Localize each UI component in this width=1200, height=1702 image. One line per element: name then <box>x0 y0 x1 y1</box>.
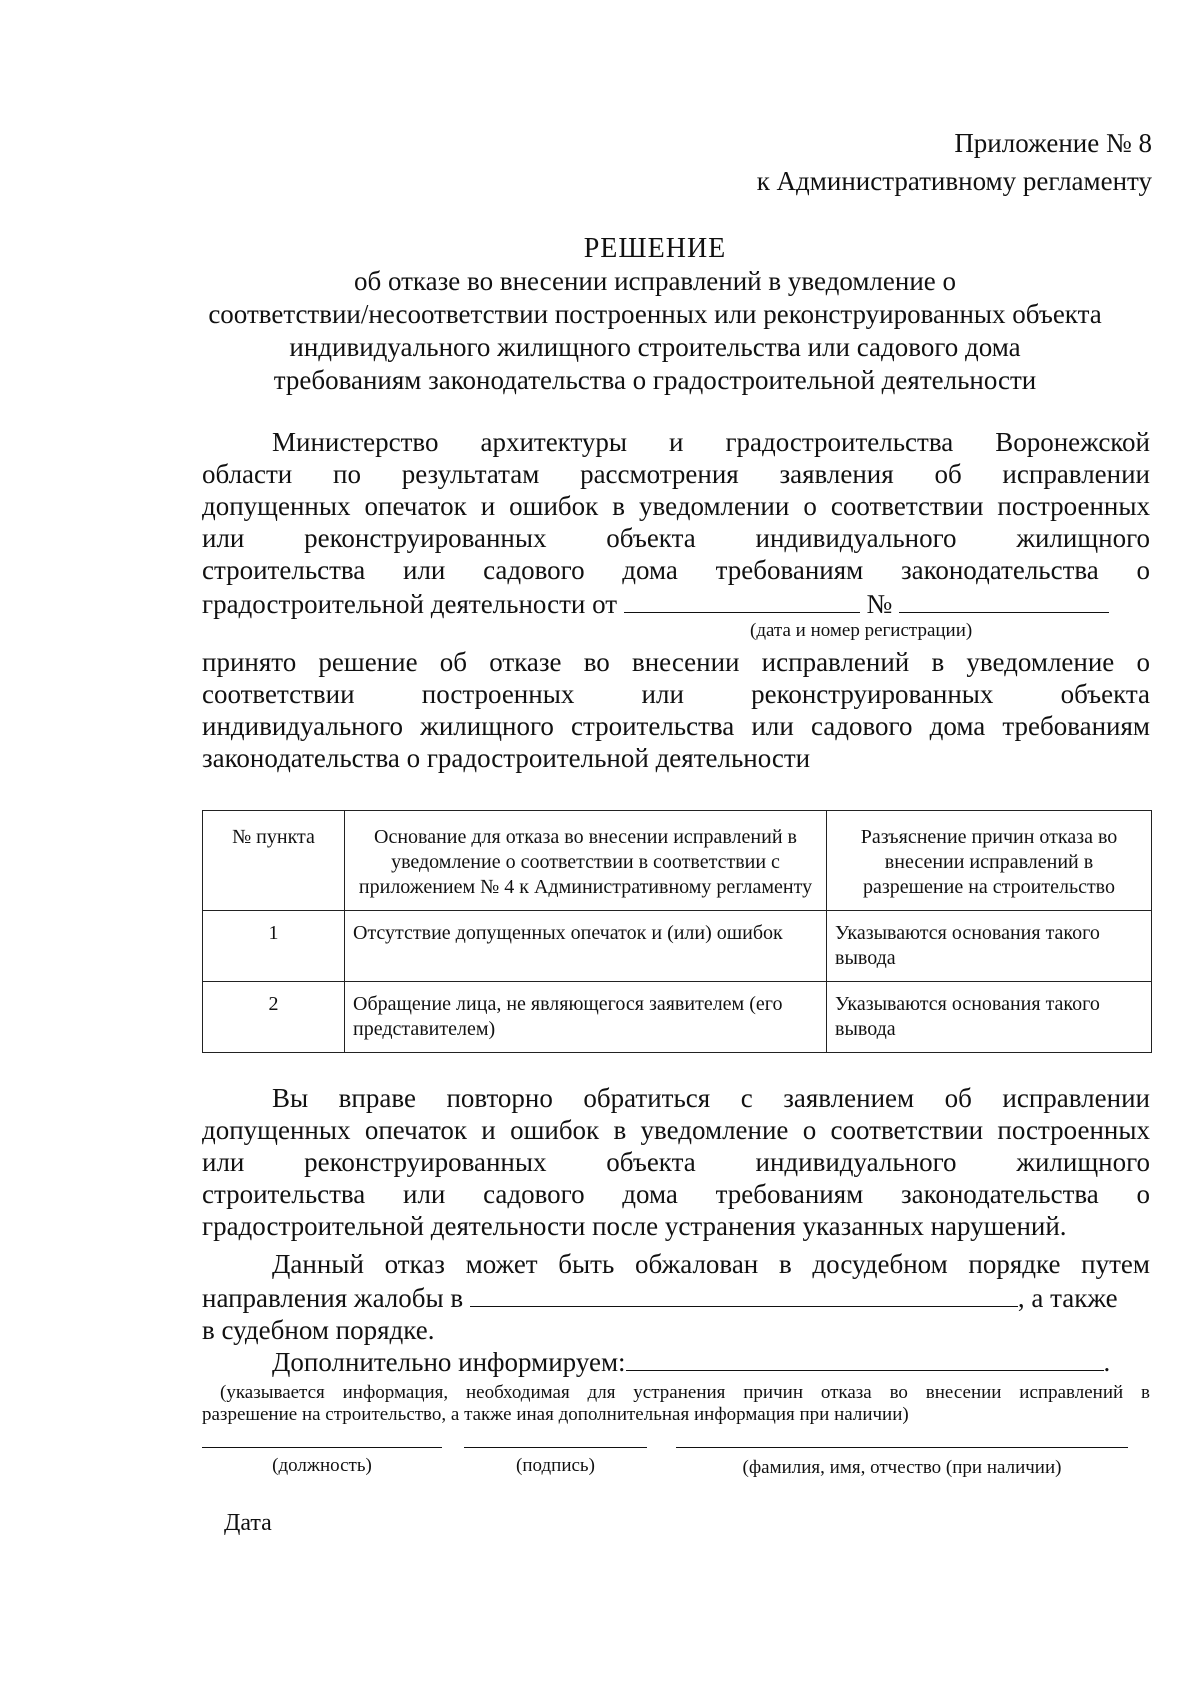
signature-line[interactable] <box>464 1447 647 1448</box>
decision-heading: РЕШЕНИЕ <box>583 233 727 264</box>
paragraph-line: соответствии построенных или реконструированных объекта <box>202 679 1150 709</box>
decision-paragraph <box>202 646 1150 774</box>
intro-paragraph <box>202 426 1150 642</box>
title-line: индивидуального жилищного строительства или садового дома <box>289 332 1021 362</box>
paragraph-line: или реконструированных объекта индивидуального жилищного <box>202 523 1150 553</box>
registration-number-field[interactable] <box>899 586 1109 613</box>
column-header: Основание для отказа во внесении исправлений в уведомление о соответствии в соответствии с приложением № 4 к Административному регламенту <box>345 811 827 911</box>
position-line[interactable] <box>202 1447 442 1448</box>
additional-label: Дополнительно информируем: <box>272 1347 626 1377</box>
paragraph-line: строительства или садового дома требованиям законодательства о <box>202 1179 1150 1209</box>
signature-caption: (подпись) <box>516 1455 595 1476</box>
appendix-number: Приложение № 8 <box>954 128 1152 158</box>
paragraph-line: Данный отказ может быть обжалован в досудебном порядке путем <box>272 1249 1150 1279</box>
column-header: Разъяснение причин отказа во внесении исправлений в разрешение на строительство <box>827 811 1152 911</box>
additional-note: разрешение на строительство, а также иная дополнительная информация при наличии) <box>202 1404 909 1425</box>
registration-number-sign: № <box>866 589 893 619</box>
document-title <box>160 232 1150 397</box>
title-line: соответствии/несоответствии построенных или реконструированных объекта <box>208 299 1102 329</box>
additional-line <box>202 1344 1150 1378</box>
table-row <box>203 911 1152 982</box>
name-caption: (фамилия, имя, отчество (при наличии) <box>742 1457 1062 1478</box>
paragraph-line: допущенных опечаток и ошибок в уведомлении о соответствии построенных <box>202 491 1150 521</box>
appendix-header <box>757 124 1152 200</box>
appendix-reference: к Административному регламенту <box>756 166 1152 196</box>
row-reason: Обращение лица, не являющегося заявителем (его представителем) <box>345 982 827 1053</box>
title-line: требованиям законодательства о градостроительной деятельности <box>273 365 1037 395</box>
row-reason: Отсутствие допущенных опечаток и (или) ошибок <box>345 911 827 982</box>
paragraph-line: строительства или садового дома требованиям законодательства о <box>202 555 1150 585</box>
additional-end: . <box>1103 1347 1111 1377</box>
additional-note: (указывается информация, необходимая для устранения причин отказа во внесении исправлений в <box>220 1382 1150 1403</box>
paragraph-line: допущенных опечаток и ошибок в уведомление о соответствии построенных <box>202 1115 1150 1145</box>
paragraph-line: или реконструированных объекта индивидуального жилищного <box>202 1147 1150 1177</box>
appeal-suffix: , а также <box>1017 1283 1118 1313</box>
row-number: 1 <box>203 911 345 982</box>
repeat-paragraph <box>202 1082 1150 1242</box>
appeal-paragraph <box>202 1248 1150 1346</box>
paragraph-line: Министерство архитектуры и градостроительства Воронежской <box>272 427 1150 457</box>
title-line: об отказе во внесении исправлений в уведомление о <box>353 266 956 296</box>
row-explanation: Указываются основания такого вывода <box>827 982 1152 1053</box>
row-number: 2 <box>203 982 345 1053</box>
appeal-line <box>202 1280 1150 1314</box>
position-caption: (должность) <box>272 1455 372 1476</box>
registration-caption: (дата и номер регистрации) <box>750 620 973 641</box>
appeal-prefix: направления жалобы в <box>202 1283 464 1313</box>
table-header-row <box>203 811 1152 911</box>
paragraph-line: градостроительной деятельности после устранения указанных нарушений. <box>202 1211 1067 1241</box>
paragraph-line: законодательства о градостроительной деятельности <box>202 743 811 773</box>
additional-info-field[interactable] <box>626 1344 1104 1371</box>
date-label: Дата <box>224 1510 272 1536</box>
table-row <box>203 982 1152 1053</box>
paragraph-line: принято решение об отказе во внесении исправлений в уведомление о <box>202 647 1150 677</box>
row-explanation: Указываются основания такого вывода <box>827 911 1152 982</box>
paragraph-line: в судебном порядке. <box>202 1315 435 1345</box>
registration-prefix: градостроительной деятельности от <box>202 589 618 619</box>
refusal-reasons-table <box>202 810 1152 1053</box>
appeal-authority-field[interactable] <box>470 1280 1018 1307</box>
registration-date-field[interactable] <box>624 586 860 613</box>
paragraph-line: области по результатам рассмотрения заявления об исправлении <box>202 459 1150 489</box>
column-header: № пункта <box>203 811 345 911</box>
registration-line <box>202 586 1150 620</box>
name-line[interactable] <box>676 1447 1128 1448</box>
paragraph-line: индивидуального жилищного строительства или садового дома требованиям <box>202 711 1150 741</box>
paragraph-line: Вы вправе повторно обратиться с заявлением об исправлении <box>272 1083 1150 1113</box>
additional-info <box>202 1344 1150 1426</box>
